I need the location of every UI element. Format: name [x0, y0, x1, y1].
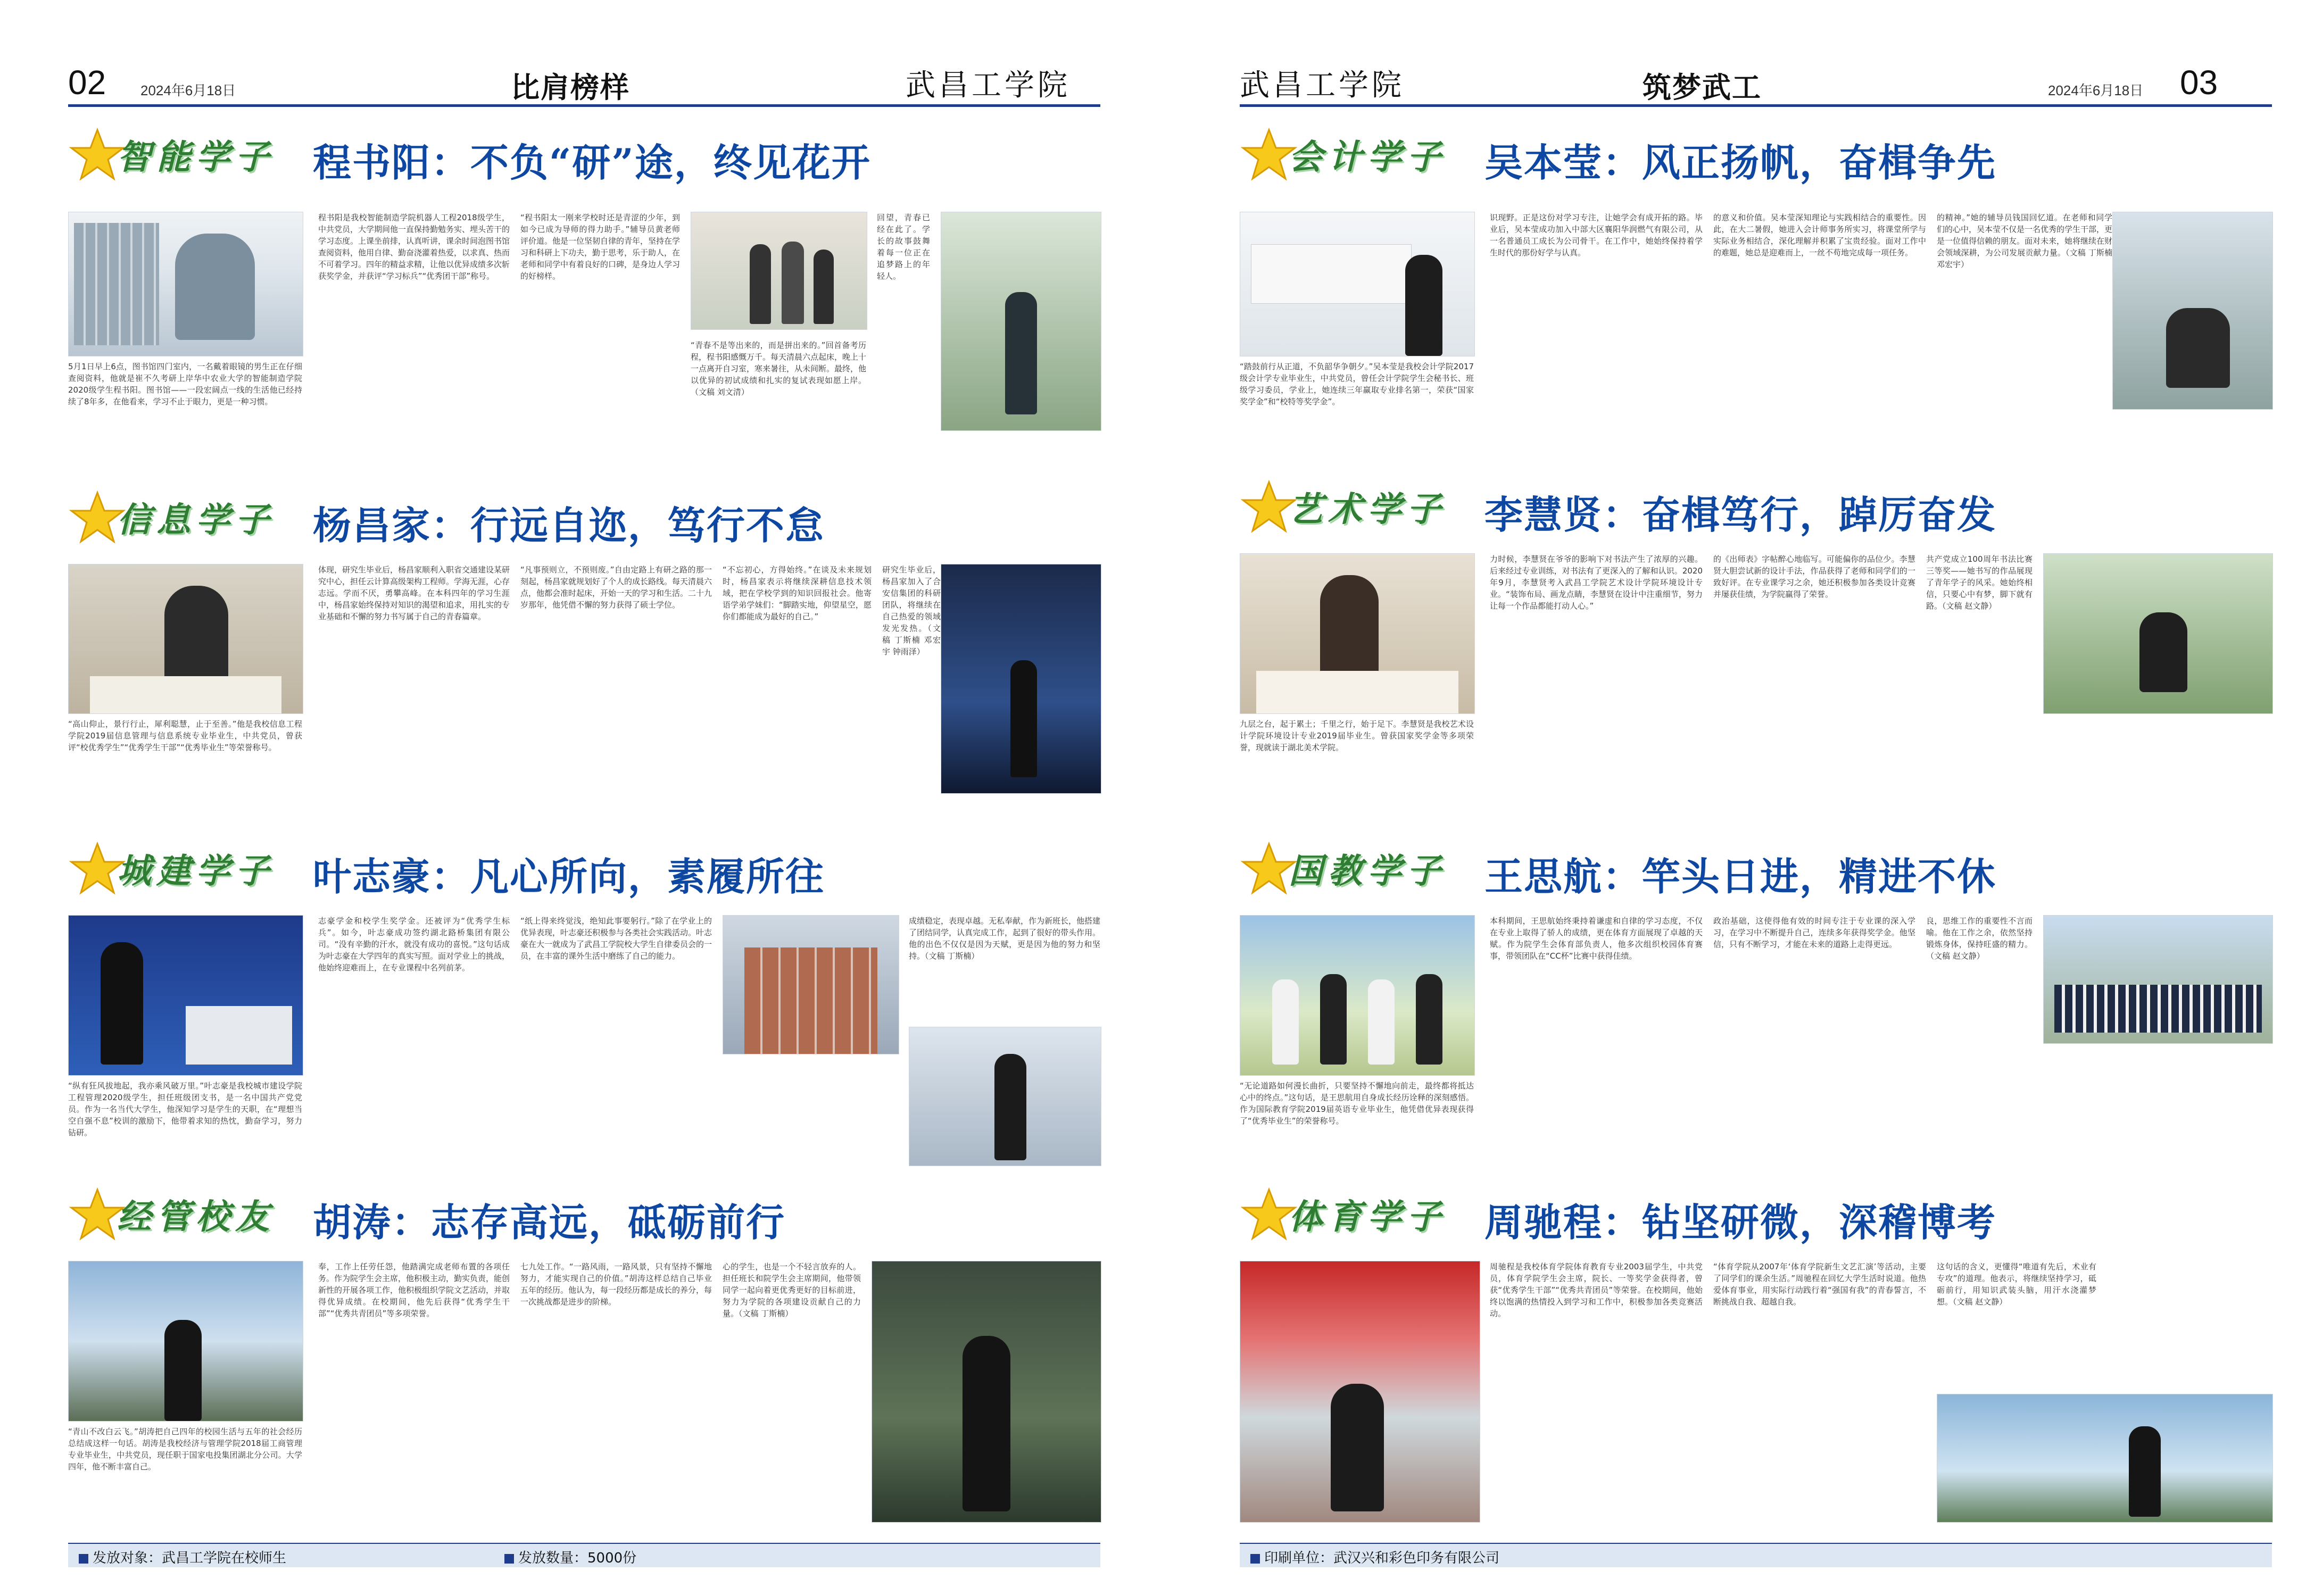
- article-column: “青春不是等出来的，而是拼出来的。”回首备考历程，程书阳感慨万千。每天清晨六点起床，晚上十一点离开自习室，寒来暑往，从未间断。最终，他以优异的初试成绩和扎实的复试表现如愿上岸。（文稿 刘文清）: [691, 340, 866, 397]
- article-column: “不忘初心，方得始终。”在谈及未来规划时，杨昌家表示将继续深耕信息技术领域，把在学校学到的知识回报社会。他寄语学弟学妹们：“脚踏实地，仰望星空，愿你们都能成为最好的自己。”: [723, 565, 872, 621]
- article-column: 的《出师表》字帖醉心地临写。可能偏你的品位少。李慧贤大胆尝试新的设计手法，作品获得了老师和同学们的一致好评。在专业课学习之余，她还积极参加各类设计竞赛并屡获佳绩，为学院赢得了荣誉。: [1713, 554, 1915, 599]
- footer-distribution-text: 发放对象：武昌工学院在校师生: [93, 1550, 287, 1566]
- square-icon: [79, 1554, 88, 1564]
- article-column: 本科期间，王思航始终秉持着谦虚和自律的学习态度，不仅在专业上取得了骄人的成绩，更在体育方面展现了卓越的天赋。作为院学生会体育部负责人，他多次组织校园体育赛事，带领团队在“CC杯”比赛中获得佳绩。: [1490, 916, 1703, 961]
- article-column: “纸上得来终觉浅，绝知此事要躬行。”除了在学业上的优异表现，叶志豪还积极参与各类社会实践活动。叶志豪在大一就成为了武昌工学院校大学生自律委员会的一员，在丰富的课外生活中磨练了自己的能力。: [520, 916, 712, 961]
- photo-library-study: [68, 212, 303, 356]
- footer-bar: [1240, 1543, 2272, 1567]
- article-column: 政治基础，这使得他有效的时间专注于专业课的深入学习，在学习中不断提升自己，连续多年获得奖学金。他坚信，只有不断学习，才能在未来的道路上走得更远。: [1713, 916, 1915, 949]
- badge: [1240, 127, 1469, 189]
- article-column: 的精神。”她的辅导员钱国回忆道。在老师和同学们的心中，吴本莹不仅是一名优秀的学生干部，更是一位值得信赖的朋友。面对未来，她将继续在财会领域深耕，为公司发展贡献力量。（文稿 丁斯楠 邓宏宇）: [1937, 213, 2112, 269]
- footer-distribution: [79, 1547, 286, 1567]
- article-column: 成绩稳定，表现卓越。无私奉献，作为新班长，他搭建了团结同学，认真完成工作，起到了很好的带头作用。他的出色不仅仅是因为天赋，更是因为他的努力和坚持。（文稿 丁斯楠）: [909, 916, 1100, 961]
- photo-reading-balcony: [2112, 212, 2273, 410]
- photo-caption: 九层之台，起于累土；千里之行，始于足下。李慧贤是我校艺术设计学院环境设计专业2019届毕业生。曾获国家奖学金等多项荣誉，现就读于湖北美术学院。: [1240, 719, 1474, 752]
- photo-caption: “无论道路如何漫长曲折，只要坚持不懈地向前走，最终都将抵达心中的终点。”这句话，是王思航用自身成长经历诠释的深刻感悟。作为国际教育学院2019届英语专业毕业生，他凭借优异表现获得了“优秀毕业生”的荣誉称号。: [1240, 1081, 1474, 1126]
- photo-lakeside-portrait: [68, 1261, 303, 1422]
- article-column: “凡事预则立，不预则废。”自由定路上有研之路的那一刻起，杨昌家就规划好了个人的成长路线。每天清晨六点，他都会准时起床，开始一天的学习和生活。二十九岁那年，他凭借不懈的努力获得了硕士学位。: [520, 565, 712, 610]
- article-li-huixian: [1240, 479, 2272, 809]
- photo-graduation-sculpture: [1937, 1394, 2273, 1523]
- photo-caption: 5月1日早上6点，图书馆四门室内，一名戴着眼镜的男生正在仔细查阅资料，他就是崔不久考研上岸华中农业大学的智能制造学院2020级学生程书阳。图书馆——一段宏阔点一线的生活他已经持续了8年多，在他看来，学习不止于眼力，更是一种习惯。: [68, 362, 302, 406]
- footer-printer-text: 印刷单位：武汉兴和彩色印务有限公司: [1264, 1550, 1500, 1566]
- article-yang-changjia: [68, 489, 1100, 798]
- right-page: [1153, 0, 2306, 1596]
- article-wu-benying: [1240, 127, 2272, 406]
- square-icon: [504, 1554, 514, 1564]
- article-column: 志豪学金和校学生奖学金。还被评为“优秀学生标兵”。如今，叶志豪成功签约湖北路桥集团有限公司。“没有辛勤的汗水，就没有成功的喜悦。”这句话成为叶志豪在大学四年的真实写照。面对学业上的挑战，他始终迎难而上，在专业课程中名列前茅。: [318, 916, 510, 972]
- footer-printer: [1250, 1547, 1499, 1567]
- badge: [68, 1186, 297, 1249]
- badge-label: 信息学子: [117, 500, 275, 540]
- photo-park-bench: [2043, 553, 2273, 714]
- article-column: 识现野。正是这份对学习专注，让她学会有成开拓的路。毕业后，吴本莹成功加入中部大区襄阳华润燃气有限公司，从一名普通员工成长为公司骨干。在工作中，她始终保持着学生时代的那份好学与认真。: [1490, 213, 1703, 257]
- article-column: 回望，青春已经在此了。学长的故事鼓舞着每一位正在追梦路上的年轻人。: [877, 213, 930, 281]
- badge-label: 艺术学子: [1289, 489, 1446, 529]
- footer-quantity-text: 发放数量：5000份: [518, 1550, 637, 1566]
- photo-group-outdoors: [691, 212, 867, 330]
- photo-sports-field: [1240, 1261, 1480, 1523]
- section-title: 比肩榜样: [511, 71, 630, 104]
- article-title: 叶志豪：凡心所向，素履所往: [313, 854, 825, 899]
- photo-night-portrait: [872, 1261, 1101, 1523]
- article-column: 研究生毕业后，杨昌家加入了合安信集团的科研团队，将继续在自己热爱的领域发光发热。（文稿 丁斯楠 邓宏宇 钟雨泽）: [882, 565, 941, 656]
- badge-label: 国教学子: [1289, 851, 1446, 891]
- badge: [1240, 479, 1469, 542]
- badge: [68, 489, 297, 552]
- badge-label: 体育学子: [1289, 1197, 1446, 1237]
- photo-caption: “纵有狂风拔地起，我亦乘风破万里。”叶志豪是我校城市建设学院工程管理2020级学生，担任班级团支书，是一名中国共产党党员。作为一名当代大学生，他深知学习是学生的天职，在“理想当空自强不息”校训的激励下，他带着求知的热忱，勤奋学习，努力钻研。: [68, 1081, 302, 1137]
- photo-team-group: [2043, 915, 2273, 1044]
- photo-caption: “踏鼓前行从正道，不负韶华争朝夕。”吴本莹是我校会计学院2017级会计学专业毕业生，中共党员，曾任会计学院学生会秘书长、班级学习委员，学业上，她连续三年赢取专业排名第一，荣获“国家奖学金”和“校特等奖学金”。: [1240, 362, 1474, 406]
- photo-group-dance: [1240, 915, 1475, 1076]
- header-rule: [1240, 104, 2272, 107]
- article-column: 体现，研究生毕业后，杨昌家顺利入职省交通建设某研究中心，担任云计算高级架构工程师。学海无涯，心存志远。学而不厌，勇攀高峰。在本科四年的学习生涯中，杨昌家始终保持对知识的渴望和追求，用扎实的专业基础和不懈的努力书写属于自己的青春篇章。: [318, 565, 510, 621]
- page-date: 2024年6月18日: [140, 82, 236, 98]
- article-column: 的意义和价值。吴本莹深知理论与实践相结合的重要性。因此，在大二暑假，她进入会计师事务所实习，将课堂所学与实际业务相结合，深化理解并积累了宝贵经验。面对工作中的难题，她总是迎难而上，一丝不苟地完成每一项任务。: [1713, 213, 1926, 257]
- footer-bar: [68, 1543, 1100, 1567]
- article-column: 奉，工作上任劳任怨，他踏满完成老师布置的各项任务。作为院学生会主席，他积极主动，勤实负责，能创新性的开展各项工作，他积极组织学院文艺活动，并取得优异成绩。在校期间，他先后获得“优秀学生干部”“优秀共青团员”等多项荣誉。: [318, 1262, 510, 1318]
- photo-office-sign: [1240, 212, 1475, 356]
- article-title: 程书阳：不负“研”途，终见花开: [313, 140, 871, 185]
- article-column: 周驰程是我校体育学院体育教育专业2003届学生，中共党员，体育学院学生会主席，院长、一等奖学金获得者，曾获“优秀学生干部”“优秀共青团员”等荣誉。在校期间，他始终以饱满的热情投入到学习和工作中，积极参加各类竞赛活动。: [1490, 1262, 1703, 1318]
- badge-label: 会计学子: [1289, 137, 1446, 177]
- article-column: 七九处工作。“一路风雨，一路风景，只有坚持不懈地努力，才能实现自己的价值。”胡涛这样总结自己毕业五年的经历。他认为，每一段经历都是成长的养分，每一次挑战都是进步的阶梯。: [520, 1262, 712, 1307]
- article-column: 这句话的含义，更懂得“唯道有先后，术业有专攻”的道理。他表示，将继续坚持学习，砥砺前行，用知识武装头脑，用汗水浇灌梦想。（文稿 赵文静）: [1937, 1262, 2096, 1307]
- section-title: 筑梦武工: [1643, 71, 1762, 104]
- photo-graduation-gown: [909, 1027, 1101, 1166]
- photo-caption: “青山不改白云飞。”胡涛把自己四年的校园生活与五年的社会经历总结成这样一句话。胡涛是我校经济与管理学院2018届工商管理专业毕业生，中共党员，现任职于国家电投集团湖北分公司。大学四年，他不断丰富自己。: [68, 1427, 302, 1472]
- photo-caption: “高山仰止，景行行止，犀利聪慧，止于至善。”他是我校信息工程学院2019届信息管理与信息系统专业毕业生，中共党员，曾获评“校优秀学生”“优秀学生干部”“优秀毕业生”等荣誉称号。: [68, 719, 302, 752]
- article-column: “程书阳太一刚来学校时还是青涩的少年，到如今已成为导师的得力助手。”辅导员黄老师评价道。他是一位坚韧自律的青年，坚持在学习和科研上下功夫，勤于思考，乐于助人，在老师和同学中有着良好的口碑，是身边人学习的好榜样。: [520, 213, 680, 281]
- masthead: 武昌工学院: [906, 68, 1071, 103]
- page-number: 02: [68, 63, 106, 102]
- badge: [1240, 841, 1469, 903]
- article-column: 良，思维工作的重要性不言而喻。他在工作之余，依然坚持锻炼身体，保持旺盛的精力。（文稿 赵文静）: [1926, 916, 2033, 961]
- page-date: 2024年6月18日: [2048, 82, 2144, 98]
- article-title: 王思航：竿头日进，精进不休: [1484, 854, 1997, 899]
- article-column: 力时候，李慧贤在爷爷的影响下对书法产生了浓厚的兴趣。后来经过专业训练，对书法有了更深入的了解和认识。2020年9月，李慧贤考入武昌工学院艺术设计学院环境设计专业。“装饰布局、画龙点睛，李慧贤在设计中注重细节，努力让每一个作品都能打动人心。”: [1490, 554, 1703, 611]
- article-title: 李慧贤：奋楫笃行，踔厉奋发: [1484, 492, 1997, 537]
- photo-conference-stage: [941, 564, 1101, 794]
- article-hu-tao: [68, 1186, 1100, 1532]
- photo-desk-writing: [68, 564, 303, 714]
- badge-label: 经管校友: [117, 1197, 275, 1237]
- article-ye-zhihao: [68, 841, 1100, 1170]
- photo-campus-standing: [941, 212, 1101, 431]
- article-cheng-shuyang: [68, 127, 1100, 435]
- article-title: 吴本莹：风正扬帆，奋楫争先: [1484, 140, 1997, 185]
- badge-label: 城建学子: [117, 851, 275, 891]
- article-title: 周驰程：钻坚研微，深稽博考: [1484, 1200, 1997, 1245]
- header-rule: [68, 104, 1100, 107]
- footer-quantity: [504, 1547, 636, 1567]
- article-column: “体育学院从2007年‘体育学院新生文艺汇演’等活动，主要了同学们的课余生活。”周驰程在回忆大学生活时说道。他热爱体育事业，用实际行动践行着“强国有我”的青春誓言，不断挑战自我、超越自我。: [1713, 1262, 1926, 1307]
- article-column: 程书阳是我校智能制造学院机器人工程2018级学生，中共党员，大学期间他一直保持勤勉务实、埋头苦干的学习态度。上课坐前排，认真听讲，课余时间泡图书馆查阅资料，他用自律、勤奋浇灌着热爱，以求真、热而不可着学习。四年的精益求精，让他以优异成绩多次斩获奖学金，并获评“学习标兵”“优秀团干部”称号。: [318, 213, 510, 281]
- article-column: 心的学生，也是一个不轻言放弃的人。担任班长和院学生会主席期间，他带领同学一起向着更优秀更好的目标前进，努力为学院的各项建设贡献自己的力量。（文稿 丁斯楠）: [723, 1262, 861, 1318]
- badge: [1240, 1186, 1469, 1249]
- photo-building-exterior: [723, 915, 899, 1054]
- article-wang-sihang: [1240, 841, 2272, 1170]
- article-title: 胡涛：志存高远，砥砺前行: [313, 1200, 786, 1245]
- square-icon: [1250, 1554, 1260, 1564]
- photo-calligraphy-desk: [1240, 553, 1475, 714]
- page-number: 03: [2180, 63, 2218, 102]
- article-zhou-chicheng: [1240, 1186, 2272, 1532]
- article-column: 共产党成立100周年书法比赛三等奖——她书写的作品展现了青年学子的风采。她始终相信，只要心中有梦，脚下就有路。（文稿 赵文静）: [1926, 554, 2033, 611]
- badge-label: 智能学子: [117, 137, 275, 177]
- article-title: 杨昌家：行远自迩，笃行不怠: [313, 503, 825, 548]
- masthead: 武昌工学院: [1240, 68, 1405, 103]
- badge: [68, 841, 297, 903]
- badge: [68, 127, 297, 189]
- photo-graduation-speech: [68, 915, 303, 1076]
